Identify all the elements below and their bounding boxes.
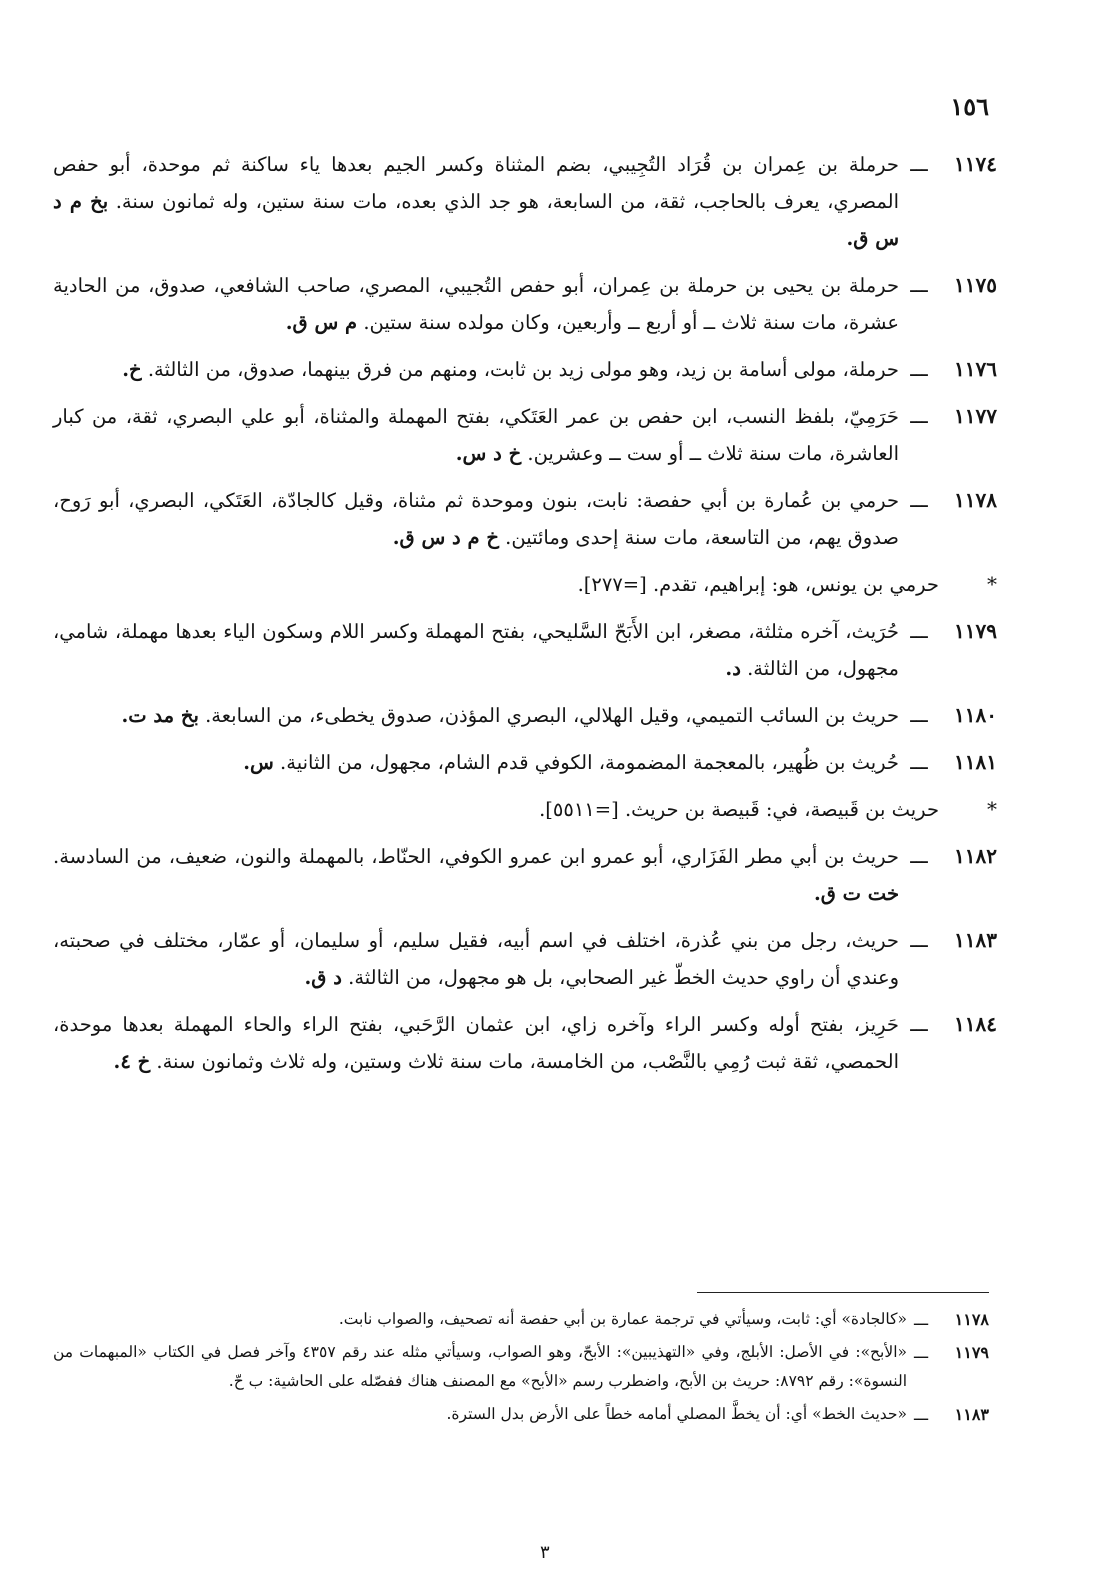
- asterisk-icon: *: [987, 572, 997, 596]
- entry-dash: ـــ: [910, 703, 928, 727]
- footnote: [53, 1400, 989, 1429]
- entry-number: ١١٧٦: [954, 357, 997, 381]
- entry-number: ١١٨٣: [954, 928, 997, 952]
- entry-text: [53, 791, 939, 828]
- footnote-text: «حديث الخط» أي: أن يخطَّ المصلي أمامه خطاً على الأرض بدل السترة.: [446, 1405, 907, 1423]
- entry-body: حريث، رجل من بني عُذرة، اختلف في اسم أبيه، فقيل سليم، أو سليمان، أو عمّار، مختلف في صحبته، وعندي أن راوي حديث الخطّ غير الصحابي، بل هو مجهول، من الثالثة.: [53, 929, 899, 989]
- entry: [53, 613, 997, 687]
- entry-text: [53, 1006, 899, 1080]
- footnote-text: «الأبح»: في الأصل: الأبلج، وفي «التهذيبين»: الأبحّ، وهو الصواب، وسيأتي مثله عند رقم ٤٣٥٧ وآخر فصل في الكتاب «المبهمات من النسوة»: رقم ٨٧٩٢: حريث بن الأبح، واضطرب رسم «الأبح» مع المصنف هناك ففصّله على الحاشية: ب حّ.: [53, 1343, 907, 1390]
- entry-number: ١١٨٠: [954, 703, 997, 727]
- footnote-number: ١١٧٨: [954, 1310, 989, 1329]
- cross-reference: [53, 791, 997, 828]
- entry-dash: ـــ: [910, 273, 928, 297]
- entry-body: حَرَمِيّ، بلفظ النسب، ابن حفص بن عمر العَتَكي، بفتح المهملة والمثناة، أبو علي البصري، ثقة، من كبار العاشرة، مات سنة ثلاث ــ أو ست ــ وعشرين.: [53, 405, 899, 465]
- entry: [53, 351, 997, 388]
- footnote-dash: ـــ: [913, 1343, 929, 1362]
- entry-number: ١١٧٤: [954, 152, 997, 176]
- entry-dash: ـــ: [910, 619, 928, 643]
- cross-reference: [53, 566, 997, 603]
- entry-codes: خت ت ق.: [813, 882, 899, 905]
- entry-body: حريث بن السائب التميمي، وقيل الهلالي، البصري المؤذن، صدوق يخطىء، من السابعة.: [205, 704, 899, 727]
- entry-body: حُرَيث، آخره مثلثة، مصغر، ابن الأَبَحّ السَّليحي، بفتح المهملة وكسر اللام وسكون الياء بعدها مهملة، شامي، مجهول، من الثالثة.: [53, 620, 899, 680]
- entry-dash: ـــ: [910, 404, 928, 428]
- footnotes: [53, 1305, 989, 1433]
- entry-body: حَرِيز، بفتح أوله وكسر الراء وآخره زاي، ابن عثمان الرَّحَبي، بفتح الراء والحاء المهملة بعدها موحدة، الحمصي، ثقة ثبت رُمِي بالنَّصْب، من الخامسة، مات سنة ثلاث وستين، وله ثلاث وثمانون سنة.: [53, 1013, 899, 1073]
- entry-text: [53, 922, 899, 996]
- entry-body: حرملة بن يحيى بن حرملة بن عِمران، أبو حفص التُجيبي، المصري، صاحب الشافعي، صدوق، من الحادية عشرة، مات سنة ثلاث ــ أو أربع ــ وأربعين، وكان مولده سنة ستين.: [53, 274, 899, 334]
- footnote-number: ١١٧٩: [954, 1343, 989, 1362]
- biography-entries: [53, 146, 997, 1090]
- signature-mark: ٣: [540, 1542, 550, 1563]
- entry-text: [53, 482, 899, 556]
- entry-text: [53, 744, 899, 781]
- entry-text: [53, 351, 899, 388]
- entry-body: حُريث بن ظُهير، بالمعجمة المضمومة، الكوفي قدم الشام، مجهول، من الثانية.: [280, 751, 899, 774]
- entry-body: حريث بن أبي مطر الفَزَاري، أبو عمرو ابن عمرو الكوفي، الحنّاط، بالمهملة والنون، ضعيف، من السادسة.: [53, 845, 899, 868]
- entry-body: حرمي بن يونس، هو: إبراهيم، تقدم. [=٢٧٧].: [577, 573, 939, 596]
- entry-body: حرمي بن عُمارة بن أبي حفصة: نابت، بنون وموحدة ثم مثناة، وقيل كالجادّة، العَتَكي، البصري، أبو رَوح، صدوق يهم، من التاسعة، مات سنة إحدى ومائتين.: [53, 489, 899, 549]
- entry-number: ١١٧٨: [954, 488, 997, 512]
- footnote-dash: ـــ: [913, 1405, 929, 1424]
- entry-dash: ـــ: [910, 928, 928, 952]
- footnote-divider: [697, 1292, 989, 1293]
- entry-text: [53, 146, 899, 257]
- entry-number: ١١٧٧: [954, 404, 997, 428]
- entry-text: [53, 566, 939, 603]
- entry-text: [53, 697, 899, 734]
- entry: [53, 697, 997, 734]
- footnote-number: ١١٨٣: [954, 1405, 989, 1424]
- entry-codes: د ق.: [304, 966, 342, 989]
- entry-text: [53, 398, 899, 472]
- footnote-dash: ـــ: [913, 1310, 929, 1329]
- entry: [53, 146, 997, 257]
- footnote: [53, 1338, 989, 1396]
- entry-number: ١١٨١: [954, 750, 997, 774]
- entry-body: حرملة، مولى أسامة بن زيد، وهو مولى زيد بن ثابت، ومنهم من فرق بينهما، صدوق، من الثالثة.: [147, 358, 899, 381]
- entry-codes: خ د س.: [455, 442, 522, 465]
- entry-body: حرملة بن عِمران بن قُرَاد التُجِيبي، بضم المثناة وكسر الجيم بعدها ياء ساكنة ثم موحدة، أبو حفص المصري، يعرف بالحاجب، ثقة، من السابعة، هو جد الذي بعده، مات سنة ستين، وله ثمانون سنة.: [53, 153, 899, 213]
- entry-body: حريث بن قَبيصة، في: قَبيصة بن حريث. [=٥٥١١].: [539, 798, 939, 821]
- entry-text: [53, 267, 899, 341]
- entry-text: [53, 838, 899, 912]
- entry-dash: ـــ: [910, 1012, 928, 1036]
- entry-codes: خ.: [122, 358, 142, 381]
- entry-codes: بخ م د س ق.: [53, 190, 899, 250]
- entry: [53, 838, 997, 912]
- entry-dash: ـــ: [910, 488, 928, 512]
- entry-dash: ـــ: [910, 844, 928, 868]
- asterisk-icon: *: [987, 797, 997, 821]
- entry-dash: ـــ: [910, 357, 928, 381]
- entry-codes: خ ٤.: [113, 1050, 151, 1073]
- entry-number: ١١٧٩: [954, 619, 997, 643]
- entry-codes: س.: [243, 751, 274, 774]
- entry-dash: ـــ: [910, 152, 928, 176]
- entry: [53, 1006, 997, 1080]
- entry-dash: ـــ: [910, 750, 928, 774]
- entry-codes: خ م د س ق.: [392, 526, 499, 549]
- entry-codes: د.: [725, 657, 741, 680]
- entry-text: [53, 613, 899, 687]
- entry: [53, 922, 997, 996]
- entry: [53, 398, 997, 472]
- footnote: [53, 1305, 989, 1334]
- entry-codes: م س ق.: [285, 311, 358, 334]
- entry-codes: بخ مد ت.: [121, 704, 199, 727]
- page-number: ١٥٦: [950, 92, 989, 121]
- entry-number: ١١٧٥: [954, 273, 997, 297]
- entry: [53, 744, 997, 781]
- footnote-text: «كالجادة» أي: ثابت، وسيأتي في ترجمة عمارة بن أبي حفصة أنه تصحيف، والصواب نابت.: [338, 1310, 907, 1328]
- entry: [53, 267, 997, 341]
- entry-number: ١١٨٢: [954, 844, 997, 868]
- entry: [53, 482, 997, 556]
- entry-number: ١١٨٤: [954, 1012, 997, 1036]
